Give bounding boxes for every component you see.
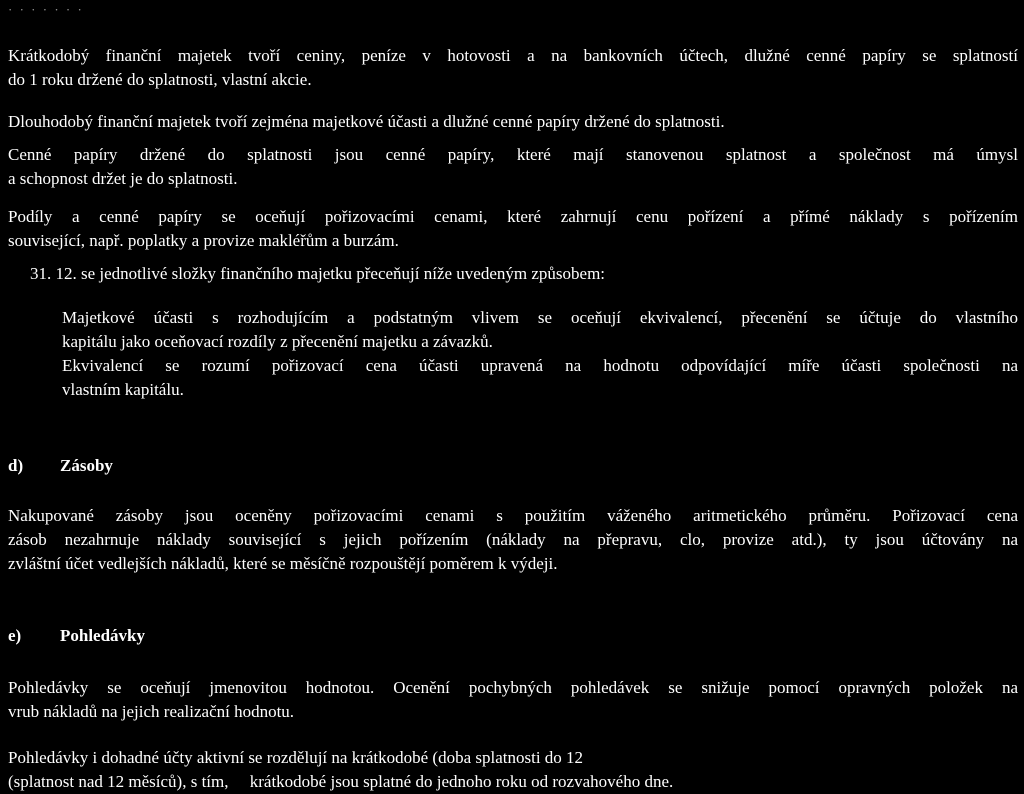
- receivables-split-paragraph: [8, 746, 1018, 794]
- text-line: vrub nákladů na jejich realizační hodnotu.: [8, 702, 295, 721]
- section-title: Zásoby: [60, 456, 113, 475]
- text-line: související, např. poplatky a provize makléřům a burzám.: [8, 231, 399, 250]
- text-line: do 1 roku držené do splatnosti, vlastní akcie.: [8, 70, 312, 89]
- text-line: Nakupované zásoby jsou oceněny pořizovacími cenami s použitím váženého aritmetického průměru. Pořizovací cena: [8, 506, 1018, 525]
- text-line: Pohledávky i dohadné účty aktivní se rozdělují na krátkodobé (doba splatnosti do 12: [8, 748, 584, 767]
- text-line: Ekvivalencí se rozumí pořizovací cena účasti upravená na hodnotu odpovídající míře účasti společnosti na: [62, 356, 1018, 375]
- text-line: Cenné papíry držené do splatnosti jsou cenné papíry, které mají stanovenou splatnost a společnost má úmysl: [8, 145, 1018, 164]
- inventory-paragraph: [8, 504, 1018, 576]
- equity-method-paragraph: [62, 306, 1018, 402]
- valuation-paragraph: [8, 205, 1018, 253]
- text-line: Pohledávky se oceňují jmenovitou hodnotou. Ocenění pochybných pohledávek se snižuje pomocí opravných položek na: [8, 678, 1018, 697]
- section-heading-receivables: [8, 624, 145, 648]
- text-line: Krátkodobý finanční majetek tvoří ceniny, peníze v hotovosti a na bankovních účtech, dlužné cenné papíry se splatností: [8, 46, 1018, 65]
- text-line: vlastním kapitálu.: [62, 380, 184, 399]
- text-line: a schopnost držet je do splatnosti.: [8, 169, 238, 188]
- held-to-maturity-paragraph: [8, 143, 1018, 191]
- text-line: Dlouhodobý finanční majetek tvoří zejména majetkové účasti a dlužné cenné papíry držené do splatnosti.: [8, 112, 725, 131]
- text-line: Majetkové účasti s rozhodujícím a podstatným vlivem se oceňují ekvivalencí, přecenění se účtuje do vlastního: [62, 308, 1018, 327]
- long-term-financial-assets-paragraph: [8, 110, 1018, 134]
- short-term-financial-assets-paragraph: [8, 44, 1018, 92]
- text-line: zásob nezahrnuje náklady související s jejich pořízením (náklady na přepravu, clo, provize atd.), ty jsou účtovány na: [8, 530, 1018, 549]
- section-heading-inventory: [8, 454, 113, 478]
- cropped-header-fragment: · · · · · · ·: [8, 2, 84, 17]
- section-title: Pohledávky: [60, 626, 146, 645]
- text-line: (splatnost nad 12 měsíců), s tím, krátkodobé jsou splatné do jednoho roku od rozvahového dne.: [8, 772, 674, 791]
- receivables-valuation-paragraph: [8, 676, 1018, 724]
- year-end-revaluation-intro: 31. 12. se jednotlivé složky finančního majetku přeceňují níže uvedeným způsobem:: [30, 264, 606, 283]
- section-letter: e): [8, 626, 22, 645]
- text-line: kapitálu jako oceňovací rozdíly z přecenění majetku a závazků.: [62, 332, 493, 351]
- section-letter: d): [8, 456, 24, 475]
- text-line: Podíly a cenné papíry se oceňují pořizovacími cenami, které zahrnují cenu pořízení a přímé náklady s pořízením: [8, 207, 1018, 226]
- text-line: zvláštní účet vedlejších nákladů, které se měsíčně rozpouštějí poměrem k výdeji.: [8, 554, 558, 573]
